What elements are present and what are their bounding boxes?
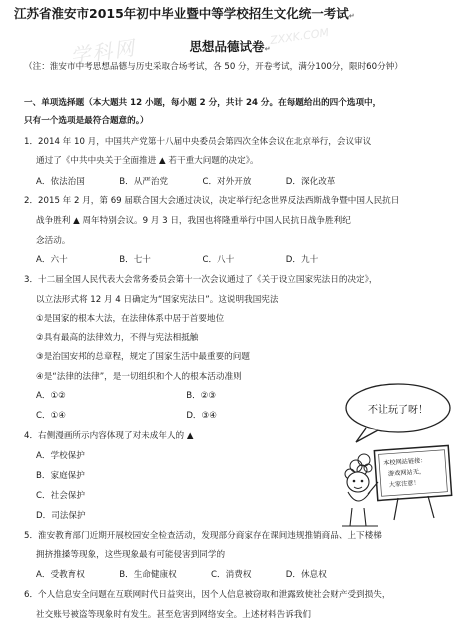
question-1-cont: 通过了《中共中央关于全面推进 ▲ 若干重大问题的决定》。 xyxy=(36,156,259,166)
question-5-cont: 拥挤推搡等现象，这些现象最有可能侵害到同学的 xyxy=(36,550,226,560)
question-3-options-ab: A．①② B．②③ xyxy=(36,391,217,401)
question-1-options: A．依法治国 B．从严治党 C．对外开放 D．深化改革 xyxy=(36,177,336,187)
sign-line-1: 本校网站链接： xyxy=(383,457,427,468)
exam-note: （注：淮安市中考思想品德与历史采取合场考试，各 50 分，开卷考试，满分100分，限时60分钟） xyxy=(24,62,403,72)
question-2-cont2: 念活动。 xyxy=(36,236,71,246)
watermark: 学科网 xyxy=(68,35,138,69)
paper-title: 思想品德试卷↵ xyxy=(189,39,271,54)
question-3-item-2: ②具有最高的法律效力，不得与宪法相抵触 xyxy=(36,333,199,343)
section-heading: 一、单项选择题（本大题共 12 小题，每小题 2 分，共计 24 分。在每题给出的四个选项中， xyxy=(24,98,382,108)
question-5: 5．淮安教育部门近期开展校园安全检查活动，发现部分商家存在课间违规推销商品、上下楼梯 xyxy=(24,531,382,541)
sign-line-3: 大家注意！ xyxy=(388,479,420,489)
question-2-cont: 战争胜利 ▲ 周年特别会议。9 月 3 日，我国也将隆重举行中国人民抗日战争胜利纪 xyxy=(36,216,351,226)
sign-line-2: 游戏网站无， xyxy=(387,468,426,478)
question-3-item-3: ③是治国安邦的总章程，规定了国家生活中最重要的问题 xyxy=(36,352,250,362)
question-3-options-cd: C．①④ D．③④ xyxy=(36,411,217,421)
question-6-cont: 社交账号被盗等现象时有发生。甚至危害到网络安全。上述材料告诉我们 xyxy=(36,610,312,620)
section-heading-cont: 只有一个选项是最符合题意的。） xyxy=(24,116,149,126)
cartoon-drawing xyxy=(338,370,456,530)
question-4-option-a: A．学校保护 xyxy=(36,451,85,461)
cartoon-illustration xyxy=(338,370,456,530)
question-4-option-b: B．家庭保护 xyxy=(36,471,85,481)
exam-title: 江苏省淮安市2015年初中毕业暨中等学校招生文化统一考试↵ xyxy=(14,6,355,21)
question-2-options: A．六十 B．七十 C．八十 D．九十 xyxy=(36,255,319,265)
question-4: 4．右侧漫画所示内容体现了对未成年人的 ▲ xyxy=(24,431,194,441)
question-3-item-1: ①是国家的根本大法，在法律体系中居于首要地位 xyxy=(36,314,225,324)
watermark-url: ZXXK.COM xyxy=(269,25,330,48)
question-4-option-d: D．司法保护 xyxy=(36,511,86,521)
question-3-cont: 以立法形式将 12 月 4 日确定为“国家宪法日”。这说明我国宪法 xyxy=(36,295,279,305)
question-5-options: A．受教育权 B．生命健康权 C．消费权 D．休息权 xyxy=(36,570,327,580)
speech-text: 不让玩了呀！ xyxy=(368,405,428,416)
question-1: 1．2014 年 10 月，中国共产党第十八届中央委员会第四次全体会议在北京举行，会议审议 xyxy=(24,137,372,147)
question-6: 6．个人信息安全问题在互联网时代日益突出，因个人信息被窃取和泄露致使社会财产受到损失， xyxy=(24,590,391,600)
question-3-item-4: ④是“法律的法律”，是一切组织和个人的根本活动准则 xyxy=(36,372,242,382)
question-2: 2．2015 年 2 月，第 69 届联合国大会通过决议，决定举行纪念世界反法西斯战争暨中国人民抗日 xyxy=(24,196,400,206)
question-3: 3．十二届全国人民代表大会常务委员会第十一次会议通过了《关于设立国家宪法日的决定》， xyxy=(24,275,378,285)
question-4-option-c: C．社会保护 xyxy=(36,491,85,501)
